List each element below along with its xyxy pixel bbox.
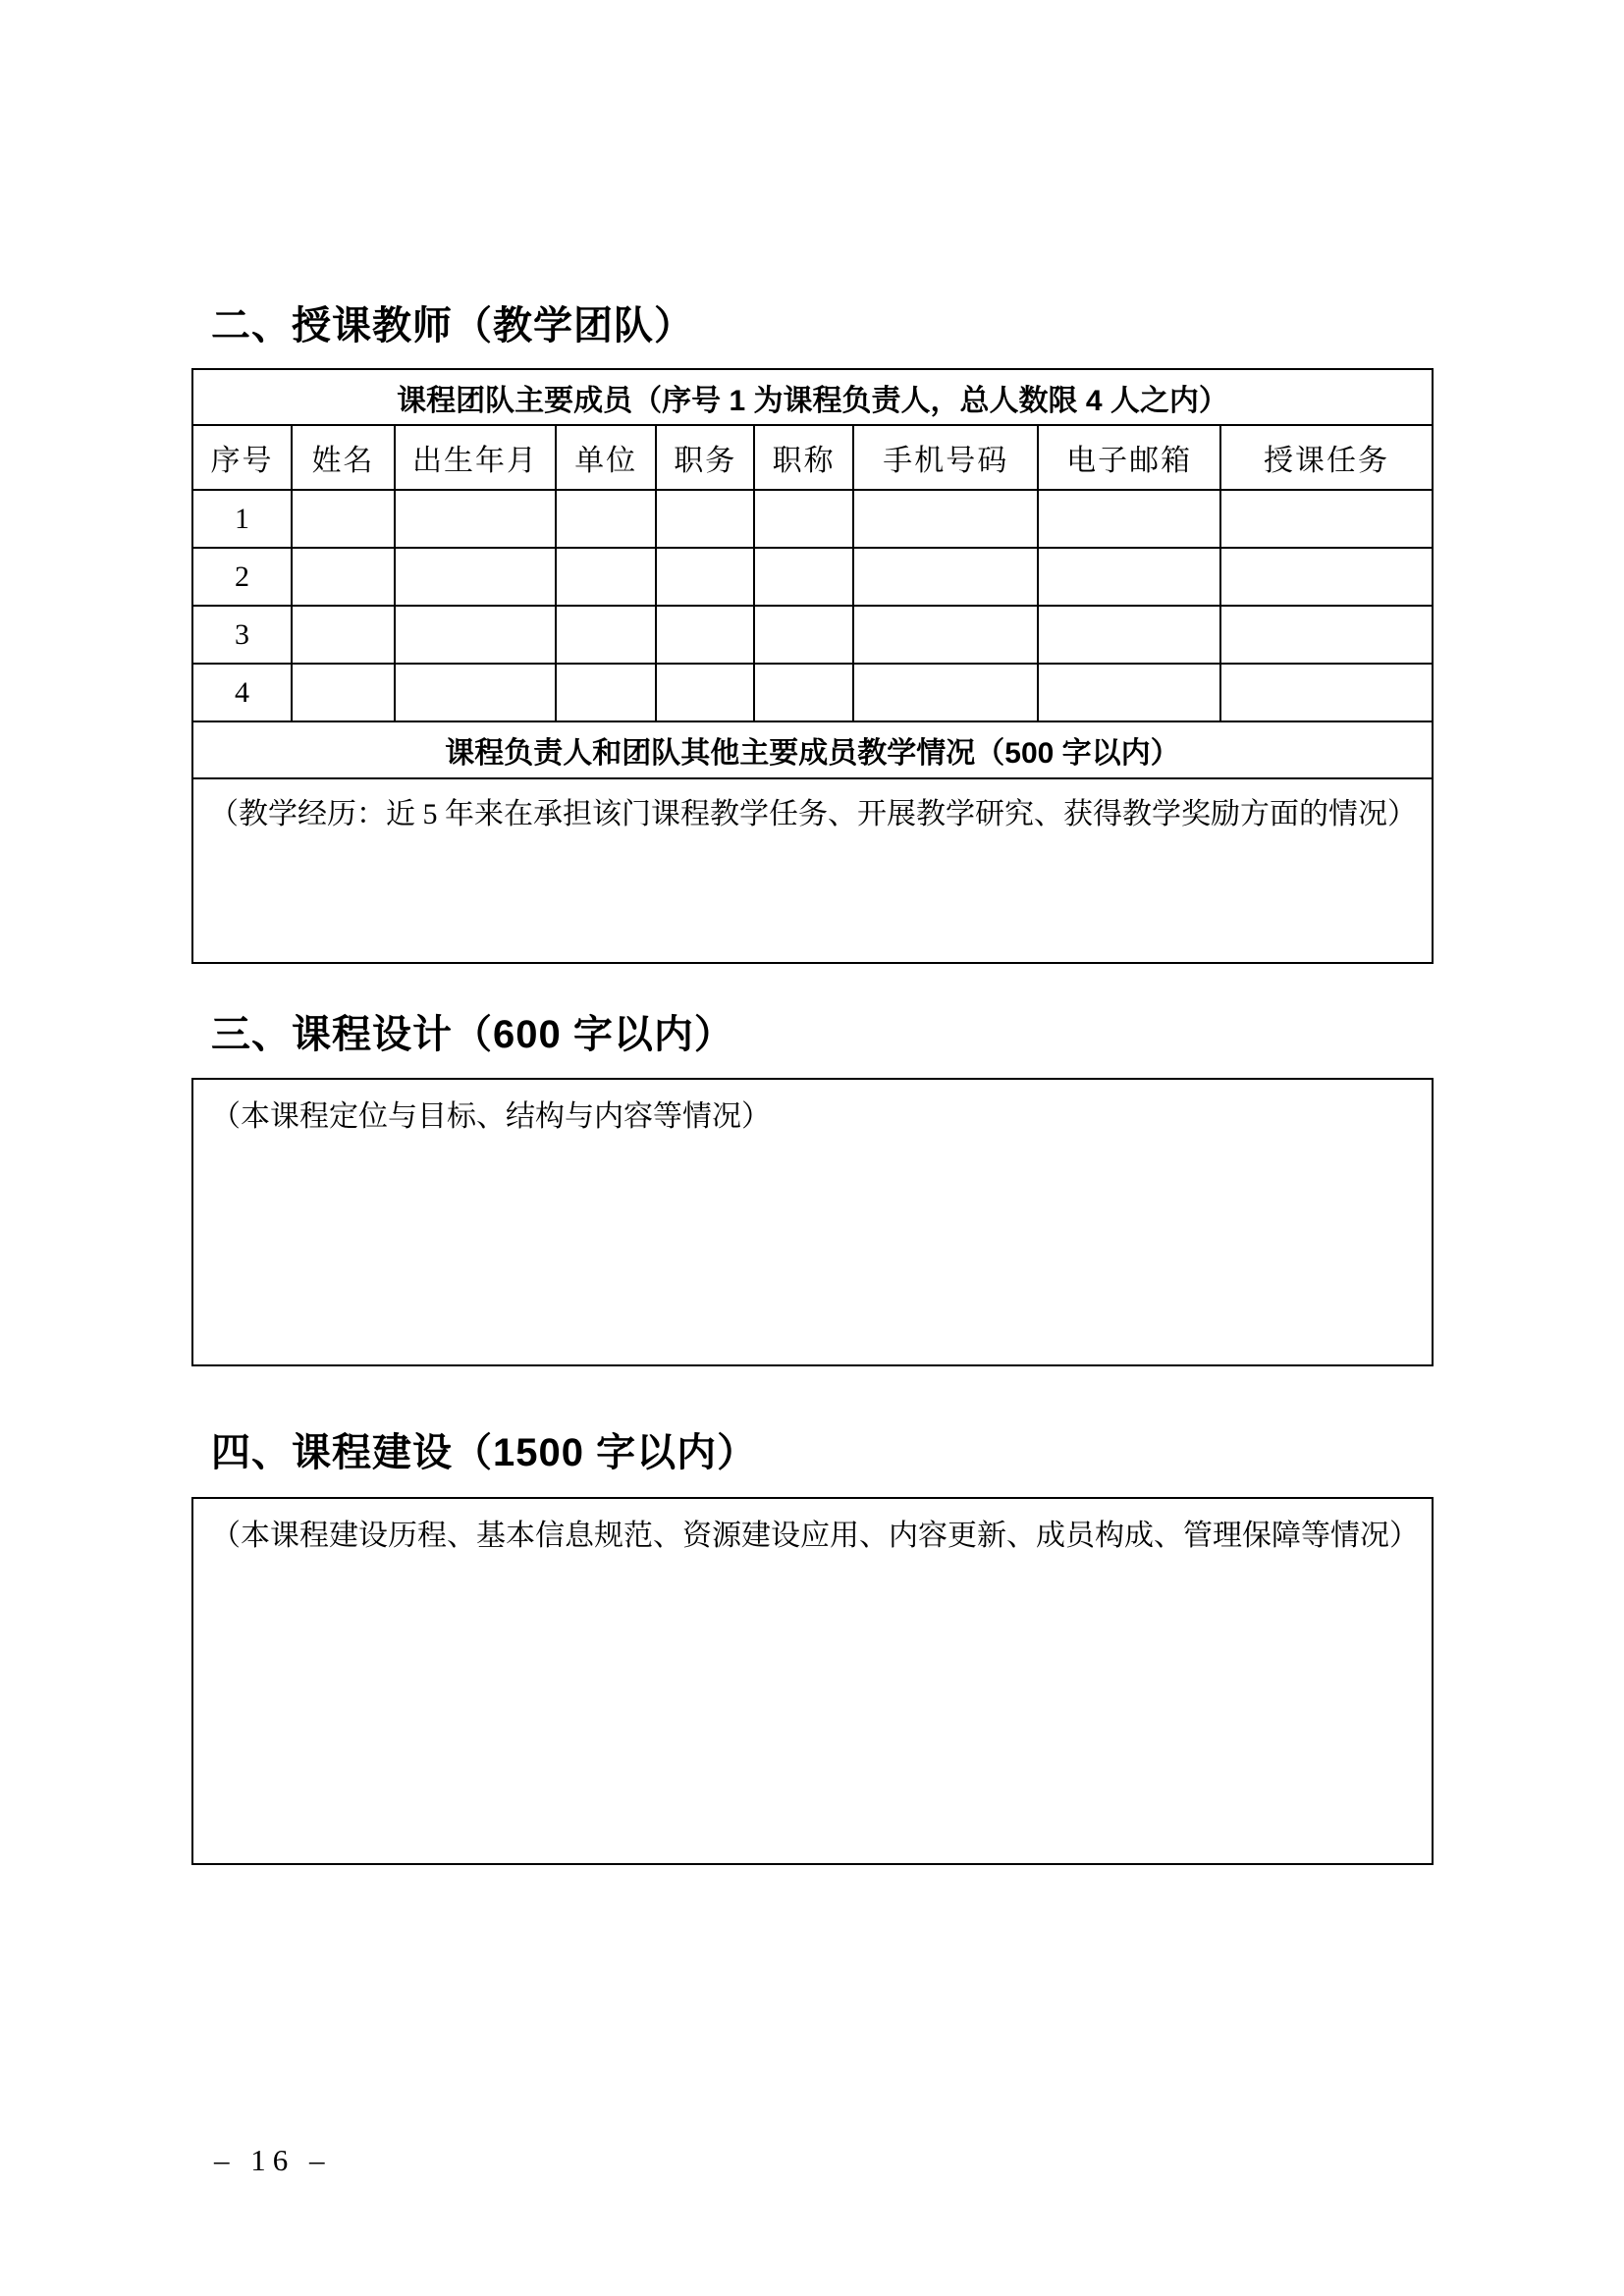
empty-cell xyxy=(853,548,1038,606)
empty-cell xyxy=(656,548,754,606)
empty-cell xyxy=(292,664,395,721)
empty-cell xyxy=(754,490,853,548)
empty-cell xyxy=(292,548,395,606)
empty-cell xyxy=(754,548,853,606)
course-construction-note: （本课程建设历程、基本信息规范、资源建设应用、内容更新、成员构成、管理保障等情况） xyxy=(211,1520,1419,1552)
table-title-row xyxy=(192,369,1433,425)
empty-cell xyxy=(656,606,754,664)
empty-cell xyxy=(656,490,754,548)
empty-cell xyxy=(754,606,853,664)
section-heading-construction: 四、课程建设（1500 字以内） xyxy=(211,1431,758,1474)
column-header-unit: 单位 xyxy=(556,425,656,490)
empty-cell xyxy=(292,490,395,548)
column-header-email: 电子邮箱 xyxy=(1038,425,1220,490)
column-header-seq: 序号 xyxy=(192,425,292,490)
empty-cell xyxy=(395,548,556,606)
empty-cell xyxy=(1220,490,1433,548)
empty-cell xyxy=(556,606,656,664)
page-number: – 16 – xyxy=(214,2143,332,2177)
section-heading-design: 三、课程设计（600 字以内） xyxy=(211,1013,734,1056)
empty-cell xyxy=(395,490,556,548)
empty-cell xyxy=(853,606,1038,664)
course-design-box xyxy=(191,1078,1434,1366)
row-number: 2 xyxy=(192,548,292,606)
empty-cell xyxy=(1038,664,1220,721)
empty-cell xyxy=(395,606,556,664)
table-row xyxy=(192,664,1433,721)
row-number: 3 xyxy=(192,606,292,664)
empty-cell xyxy=(656,664,754,721)
team-members-table xyxy=(191,368,1434,964)
course-design-note: （本课程定位与目标、结构与内容等情况） xyxy=(211,1100,771,1133)
empty-cell xyxy=(1038,548,1220,606)
empty-cell xyxy=(1220,606,1433,664)
table-footer-title-row xyxy=(192,721,1433,778)
course-construction-box xyxy=(191,1497,1434,1865)
table-row xyxy=(192,548,1433,606)
empty-cell xyxy=(1220,664,1433,721)
column-header-phone: 手机号码 xyxy=(853,425,1038,490)
empty-cell xyxy=(1038,606,1220,664)
column-header-birth: 出生年月 xyxy=(395,425,556,490)
empty-cell xyxy=(853,664,1038,721)
column-header-position: 职务 xyxy=(656,425,754,490)
empty-cell xyxy=(556,490,656,548)
table-row xyxy=(192,606,1433,664)
empty-cell xyxy=(556,548,656,606)
table-row xyxy=(192,490,1433,548)
column-header-name: 姓名 xyxy=(292,425,395,490)
teaching-experience-note: （教学经历：近 5 年来在承担该门课程教学任务、开展教学研究、获得教学奖励方面的情况） xyxy=(209,798,1417,830)
table-header-row xyxy=(192,425,1433,490)
empty-cell xyxy=(556,664,656,721)
empty-cell xyxy=(1220,548,1433,606)
table-footer-title: 课程负责人和团队其他主要成员教学情况（500 字以内） xyxy=(192,721,1433,778)
column-header-title: 职称 xyxy=(754,425,853,490)
empty-cell xyxy=(395,664,556,721)
empty-cell xyxy=(754,664,853,721)
empty-cell xyxy=(853,490,1038,548)
section-heading-teachers: 二、授课教师（教学团队） xyxy=(211,304,694,347)
column-header-task: 授课任务 xyxy=(1220,425,1433,490)
empty-cell xyxy=(292,606,395,664)
table-title: 课程团队主要成员（序号 1 为课程负责人，总人数限 4 人之内） xyxy=(192,369,1433,425)
empty-cell xyxy=(1038,490,1220,548)
row-number: 4 xyxy=(192,664,292,721)
row-number: 1 xyxy=(192,490,292,548)
table-footer-note-row xyxy=(192,778,1433,963)
